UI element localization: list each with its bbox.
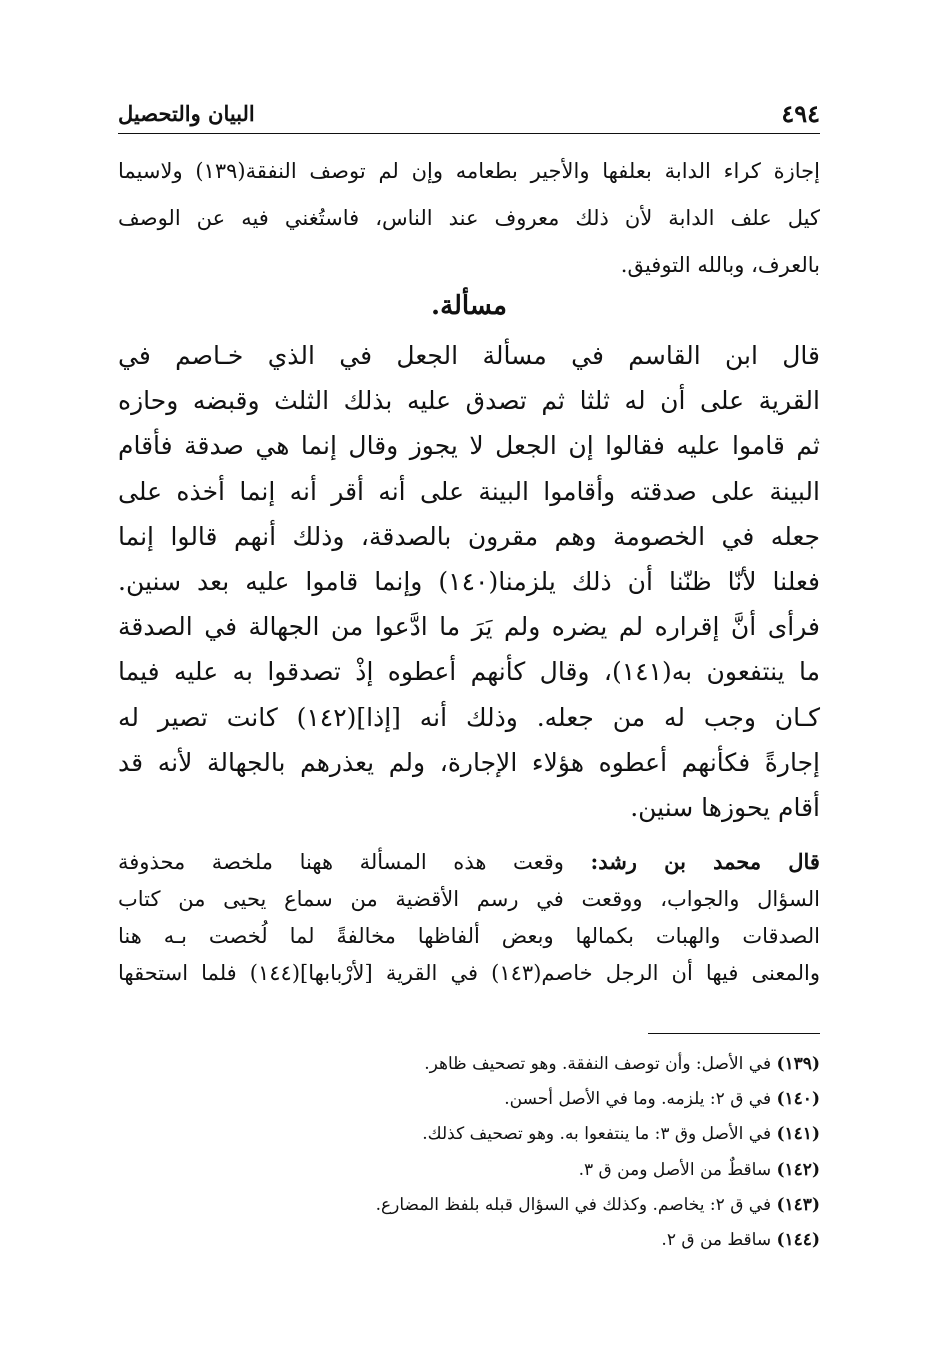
footnote-139 xyxy=(300,1047,820,1082)
footnote-140 xyxy=(300,1082,820,1117)
intro-line: إجازة كراء الدابة بعلفها والأجير بطعامه وإن لم توصف النفقة(١٣٩) ولاسيما xyxy=(118,159,820,183)
quote-line: ما ينتفعون به(١٤١)، وقال كأنهم أعطوه إذْ تصدقوا به عليه فيما xyxy=(118,657,821,687)
footnote-number: (١٤٢) xyxy=(776,1159,820,1180)
footnote-text: في ق ٢: يلزمه. وما في الأصل أحسن. xyxy=(504,1089,772,1110)
footnotes xyxy=(300,1047,820,1258)
footnote-142 xyxy=(300,1153,820,1188)
commentary-line: الصدقات والهبات بكمالها وبعض ألفاظها مخالفةً لما لُخصت بـه هنا xyxy=(118,924,820,948)
footnote-text: ساقط من ق ٢. xyxy=(661,1230,772,1251)
running-title: البيان والتحصيل xyxy=(118,100,255,126)
commentary-line-text: وقعت هذه المسألة ههنا ملخصة محذوفة xyxy=(118,850,564,874)
footnote-text: في ق ٢: يخاصم. وكذلك في السؤال قبله بلفظ المضارع. xyxy=(375,1194,772,1215)
running-header xyxy=(118,96,820,130)
intro-paragraph xyxy=(118,148,820,289)
footnote-separator xyxy=(648,1033,820,1034)
commentary-line: السؤال والجواب، ووقعت في رسم الأقضية من سماع يحيى من كتاب xyxy=(118,887,820,911)
quote-line: القرية على أن له ثلثا ثم تصدق عليه بذلك الثلث وقبضه وحازه xyxy=(118,386,820,416)
commentary-line: والمعنى فيها أن الرجل خاصم(١٤٣) في القرية [لأرْبابها](١٤٤) فلما استحقها xyxy=(118,961,820,985)
section-heading: مسألة. xyxy=(431,291,507,321)
footnote-text: في الأصل: وأن توصف النفقة. وهو تصحيف ظاهر. xyxy=(424,1054,772,1074)
quote-line: جعله في الخصومة وهم مقرون بالصدقة، وذلك أنهم قالوا إنما xyxy=(118,521,820,551)
footnote-text: في الأصل وق ٣: ما ينتفعوا به. وهو تصحيف كذلك. xyxy=(422,1124,772,1145)
quote-line: كـان وجب له من جعله. وذلك أنه [إذا](١٤٢) كانت تصير له xyxy=(118,702,820,732)
intro-line: كيل علف الدابة لأن ذلك معروف عند الناس، فاستُغني فيه عن الوصف xyxy=(118,206,820,230)
footnote-number: (١٤٤) xyxy=(776,1230,820,1251)
commentary-label: قال محمد بن رشد: xyxy=(590,849,820,874)
quote-line: فرأى أنَّ إقراره لم يضره ولم يَرَ ما ادَّعوا من الجهالة في الصدقة xyxy=(118,612,820,642)
intro-line: بالعرف، وبالله التوفيق. xyxy=(620,253,820,277)
footnote-number: (١٤٣) xyxy=(776,1194,820,1215)
footnote-141 xyxy=(300,1117,820,1152)
page-number: ٤٩٤ xyxy=(781,98,820,128)
commentary-paragraph xyxy=(118,843,820,992)
header-rule xyxy=(118,133,820,134)
footnote-144 xyxy=(300,1223,820,1258)
quoted-text xyxy=(118,333,820,830)
footnote-number: (١٤٠) xyxy=(776,1089,820,1110)
quote-line: البينة على صدقته وأقاموا البينة على أنه أقر أنه إنما أخذه على xyxy=(118,476,820,506)
quote-line: قال ابن القاسم في مسألة الجعل في الذي خـاصم في xyxy=(118,341,820,370)
quote-line: ثم قاموا عليه فقالوا إن الجعل لا يجوز وقال إنما هي صدقة فأقام xyxy=(118,431,820,461)
quote-line: فعلنا لأنّا ظنّنا أن ذلك يلزمنا(١٤٠) وإنما قاموا عليه بعد سنين. xyxy=(118,567,820,597)
quote-line: إجارةً فكأنهم أعطوه هؤلاء الإجارة، ولم يعذرهم بالجهالة لأنه قد xyxy=(118,747,820,777)
footnote-number: (١٣٩) xyxy=(776,1054,820,1074)
quote-line: أقام يحوزها سنين. xyxy=(630,793,820,823)
footnote-text: ساقطٌ من الأصل ومن ق ٣. xyxy=(578,1159,772,1180)
footnote-143 xyxy=(300,1188,820,1223)
commentary-line xyxy=(118,843,820,881)
footnote-number: (١٤١) xyxy=(776,1124,820,1145)
